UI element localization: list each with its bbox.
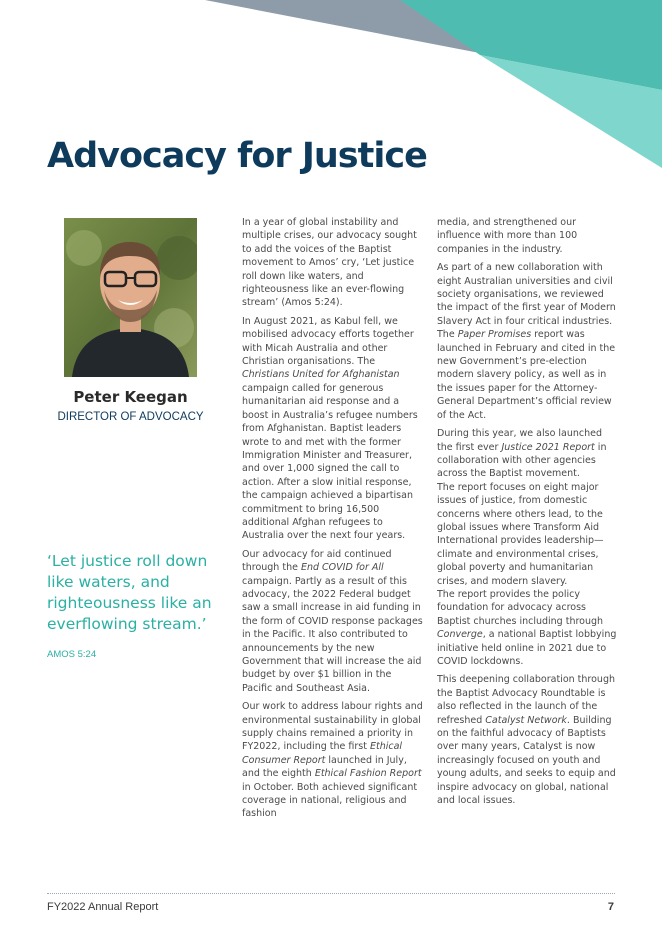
profile-name: Peter Keegan [73,388,188,406]
italic-title: Catalyst Network [485,714,567,726]
text-run: media, and strengthened our influence with more than 100 companies in the industry. [437,217,578,255]
profile-photo [64,218,197,377]
body-column-2 [437,216,619,812]
page-number: 7 [607,901,614,913]
paragraph [242,548,424,695]
text-run: The report focuses on eight major issues of justice, from domestic concerns where others lead, to the global issues where Transform Aid International provides leadership—climate and environmental crises, global poverty and humanitarian crises, and modern slavery. [437,481,604,587]
italic-title: Converge [437,629,483,641]
page-title: Advocacy for Justice [47,136,427,176]
text-run: launched in July, and the eighth [242,754,407,780]
paragraph [437,588,619,668]
text-run: campaign called for generous humanitarian aid response and a boost in Australia’s refugee numbers from Afghanistan. Baptist leaders wrote to and met with the former Immigration Minister and Treasurer, and over 1,000 signed the call to action. After a slow initial response, the campaign achieved a bipartisan commitment to bring 16,500 additional Afghan refugees to Australia over the next four years. [242,382,418,542]
footer-divider [47,893,615,894]
paragraph [437,427,619,481]
italic-title: Paper Promises [457,329,532,341]
text-run: in October. Both achieved significant coverage in national, religious and fashion [242,781,418,820]
paragraph [437,216,619,256]
text-run: campaign. Partly as a result of this advocacy, the 2022 Federal budget saw a small increase in aid funding in the form of COVID response packages in the Pacific. It also contributed to announcements by the new Government that will increase the aid budget by over $1 billion in the Pacific and Southeast Asia. [242,575,423,694]
paragraph [437,673,619,807]
paragraph [242,700,424,821]
footer-report-title: FY2022 Annual Report [47,901,159,913]
paragraph [437,481,619,588]
text-run: In August 2021, as Kabul fell, we mobilised advocacy efforts together with Micah Australia and other Christian organisations. The [242,315,414,368]
pull-quote: ‘Let justice roll down like waters, and righteousness like an everflowing stream.’ [47,552,212,633]
text-run: Our work to address labour rights and environmental sustainability in global supply chains remained a priority in FY2022, including the first [242,701,423,753]
italic-title: Ethical Fashion Report [314,768,422,780]
text-run: In a year of global instability and multiple crises, our advocacy sought to add the voices of the Baptist movement to Amos’ cry, ‘Let justice roll down like waters, and righteousness like an ever-flowing stream’ (Amos 5:24). [242,217,417,309]
body-column-1 [242,216,424,826]
paragraph [437,261,619,422]
italic-title: End COVID for All [300,562,384,574]
italic-title: Christians United for Afghanistan [242,369,400,381]
pull-quote-source: AMOS 5:24 [47,649,97,660]
text-run: The report provides the policy foundation for advocacy across Baptist churches including through [437,588,604,627]
text-run: This deepening collaboration through the Baptist Advocacy Roundtable is also reflected in the launch of the refreshed [437,674,616,726]
text-run: During this year, we also launched the first ever [437,428,603,453]
text-run: report was launched in February and cited in the new Government’s pre-election modern slavery policy, as well as in the issues paper for the Attorney-General Department’s official review of the Act. [437,329,616,421]
text-run: in collaboration with other agencies across the Baptist movement. [437,441,607,480]
paragraph [242,315,424,543]
text-run: Our advocacy for aid continued through the [242,548,392,574]
text-run: . Building on the faithful advocacy of Baptists over many years, Catalyst is now increasingly focused on youth and young adults, and seeks to equip and inspire advocacy on global, national and local issues. [437,714,616,807]
text-run: , a national Baptist lobbying initiative held online in 2021 due to COVID lockdowns. [437,629,617,667]
italic-title: Ethical Consumer Report [242,741,403,766]
paragraph [242,216,424,310]
profile-role: DIRECTOR OF ADVOCACY [57,411,204,423]
text-run: As part of a new collaboration with eight Australian universities and civil society organisations, we reviewed the impact of the first year of Modern Slavery Act in four critical industries. The [437,262,616,341]
italic-title: Justice 2021 Report [501,441,595,453]
